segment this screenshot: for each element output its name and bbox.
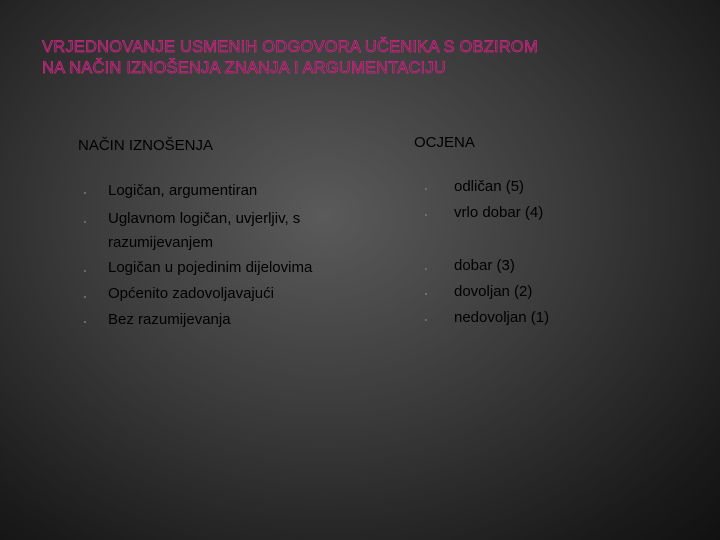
- method-item: Logičan u pojedinim dijelovima: [108, 259, 313, 276]
- bullet-icon: [425, 319, 427, 321]
- grade-item: vrlo dobar (4): [454, 204, 544, 221]
- bullet-icon: [425, 214, 427, 216]
- slide-title-line-2: NA NAČIN IZNOŠENJA ZNANJA I ARGUMENTACIJU: [42, 59, 446, 77]
- slide-title: [42, 37, 702, 79]
- bullet-icon: [84, 192, 86, 194]
- bullet-icon: [84, 270, 86, 272]
- method-item: Općenito zadovoljavajući: [108, 285, 274, 302]
- column-heading-method: NAČIN IZNOŠENJA: [78, 137, 214, 154]
- grade-item: nedovoljan (1): [454, 309, 550, 326]
- method-item: Bez razumijevanja: [108, 311, 231, 328]
- column-heading-grade: OCJENA: [414, 134, 475, 151]
- bullet-icon: [425, 268, 427, 270]
- bullet-icon: [425, 293, 427, 295]
- slide-title-line-1: VRJEDNOVANJE USMENIH ODGOVORA UČENIKA S OBZIROM: [42, 38, 538, 56]
- grade-item: dobar (3): [454, 257, 515, 274]
- method-item: Logičan, argumentiran: [108, 182, 258, 199]
- bullet-icon: [84, 296, 86, 298]
- method-item: razumijevanjem: [108, 234, 214, 251]
- grade-item: odličan (5): [454, 178, 525, 195]
- bullet-icon: [84, 321, 86, 323]
- method-item: Uglavnom logičan, uvjerljiv, s: [108, 210, 301, 227]
- bullet-icon: [425, 188, 427, 190]
- grade-item: dovoljan (2): [454, 283, 533, 300]
- bullet-icon: [84, 221, 86, 223]
